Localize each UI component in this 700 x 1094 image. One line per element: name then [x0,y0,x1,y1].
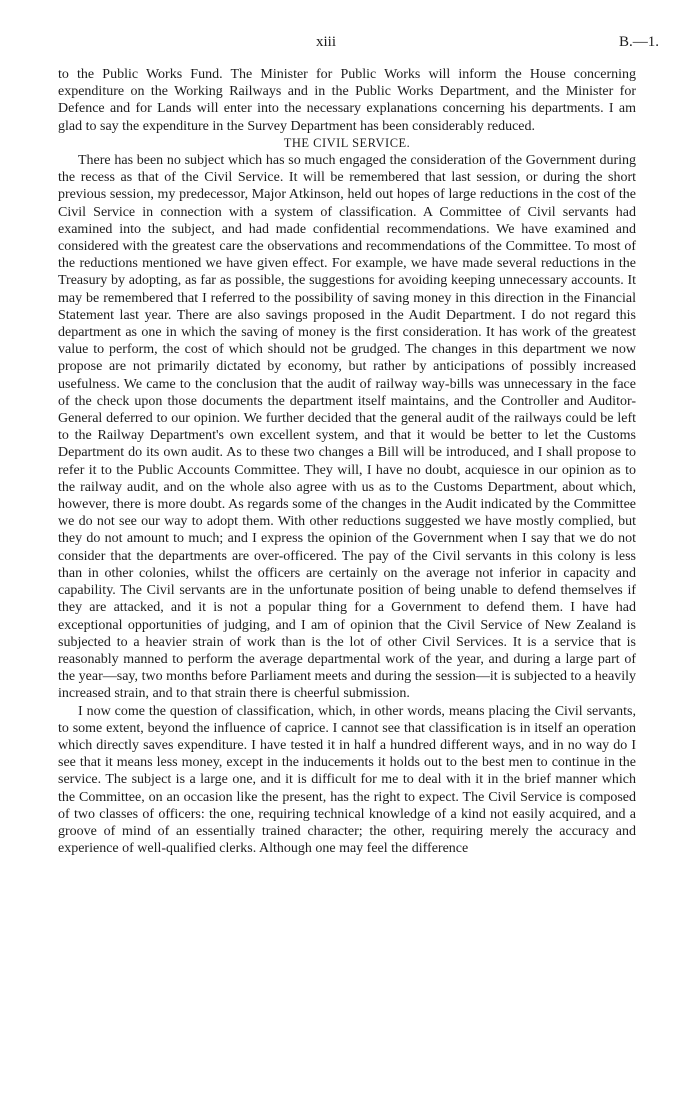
paragraph-civil-service: There has been no subject which has so much engaged the consideration of the Government during the recess as that of the Civil Service. It will be remembered that last session, or during the short previous session, my predecessor, Major Atkinson, held out hopes of large reductions in the cost of the Civil Service in connection with a system of classification. A Committee of Civil servants had examined into the subject, and had made confidential recommendations. We have examined and considered with the greatest care the observations and recommendations of the Committee. To most of the reductions mentioned we have given effect. For example, we have made several reductions in the Treasury by adopting, as far as possible, the suggestions for avoiding keeping unnecessary accounts. It may be remembered that I referred to the possibility of saving money in this direction in the Financial Statement last year. There are also savings proposed in the Audit Department. I do not regard this department as one in which the saving of money is the first consideration. It has work of the greatest value to perform, the cost of which should not be grudged. The changes in this department we now propose are not primarily dictated by economy, but rather by anticipations of possibly increased usefulness. We came to the conclusion that the audit of railway way-bills was unnecessary in the face of the check upon those documents the department itself maintains, and the Controller and Auditor-General deferred to our opinion. We further decided that the general audit of the railways could be left to the Railway Department's own excellent system, and that it would be better to let the Customs Department do its own audit. As to these two changes a Bill will be introduced, and I shall propose to refer it to the Public Accounts Committee. They will, I have no doubt, acquiesce in our opinion as to the railway audit, and on the whole also agree with us as to the Customs Department, about which, however, there is more doubt. As regards some of the changes in the Audit indicated by the Committee we do not see our way to adopt them. With other reductions suggested we have mostly complied, but they do not amount to much; and I express the opinion of the Government when I say that we do not consider that the departments are over-officered. The pay of the Civil servants in this colony is less than in other colonies, whilst the officers are certainly on the average not inferior in capacity and capability. The Civil servants are in the unfortunate position of being unable to defend themselves if they are attacked, and it is not a popular thing for a Government to defend them. I have had exceptional opportunities of judging, and I am of opinion that the Civil Service of New Zealand is subjected to a heavier strain of work than is the lot of other Civil Services. It is a service that is reasonably manned to perform the average departmental work of the year, and during a large part of the year—say, two months before Parliament meets and during the session—it is subjected to a heavily increased strain, and to that strain there is cheerful submission. [58,153,636,702]
page-header [0,34,700,54]
page-number: xiii [316,34,337,50]
section-heading-civil-service: THE CIVIL SERVICE. [283,135,411,150]
document-body [58,66,636,857]
document-reference: B.—1. [618,34,659,50]
paragraph-public-works: to the Public Works Fund. The Minister for Public Works will inform the House concerning expenditure on the Working Railways and in the Public Works Department, and the Minister for Defence and for Lands will enter into the necessary explanations concerning his departments. I am glad to say the expenditure in the Survey Department has been considerably reduced. [58,67,636,134]
paragraph-classification: I now come the question of classification, which, in other words, means placing the Civil servants, to some extent, beyond the influence of caprice. I cannot see that classification is in itself an operation which directly saves expenditure. I have tested it in half a hundred different ways, and in no way do I see that it means less money, except in the inducements it holds out to the best men to continue in the service. The subject is a large one, and it is difficult for me to deal with it in the brief manner which the Committee, on an occasion like the present, has the right to expect. The Civil Service is composed of two classes of officers: the one, requiring technical knowledge of a kind not easily acquired, and a groove of mind of an essentially trained character; the other, requiring merely the accuracy and experience of well-qualified clerks. Although one may feel the difference [58,703,636,857]
